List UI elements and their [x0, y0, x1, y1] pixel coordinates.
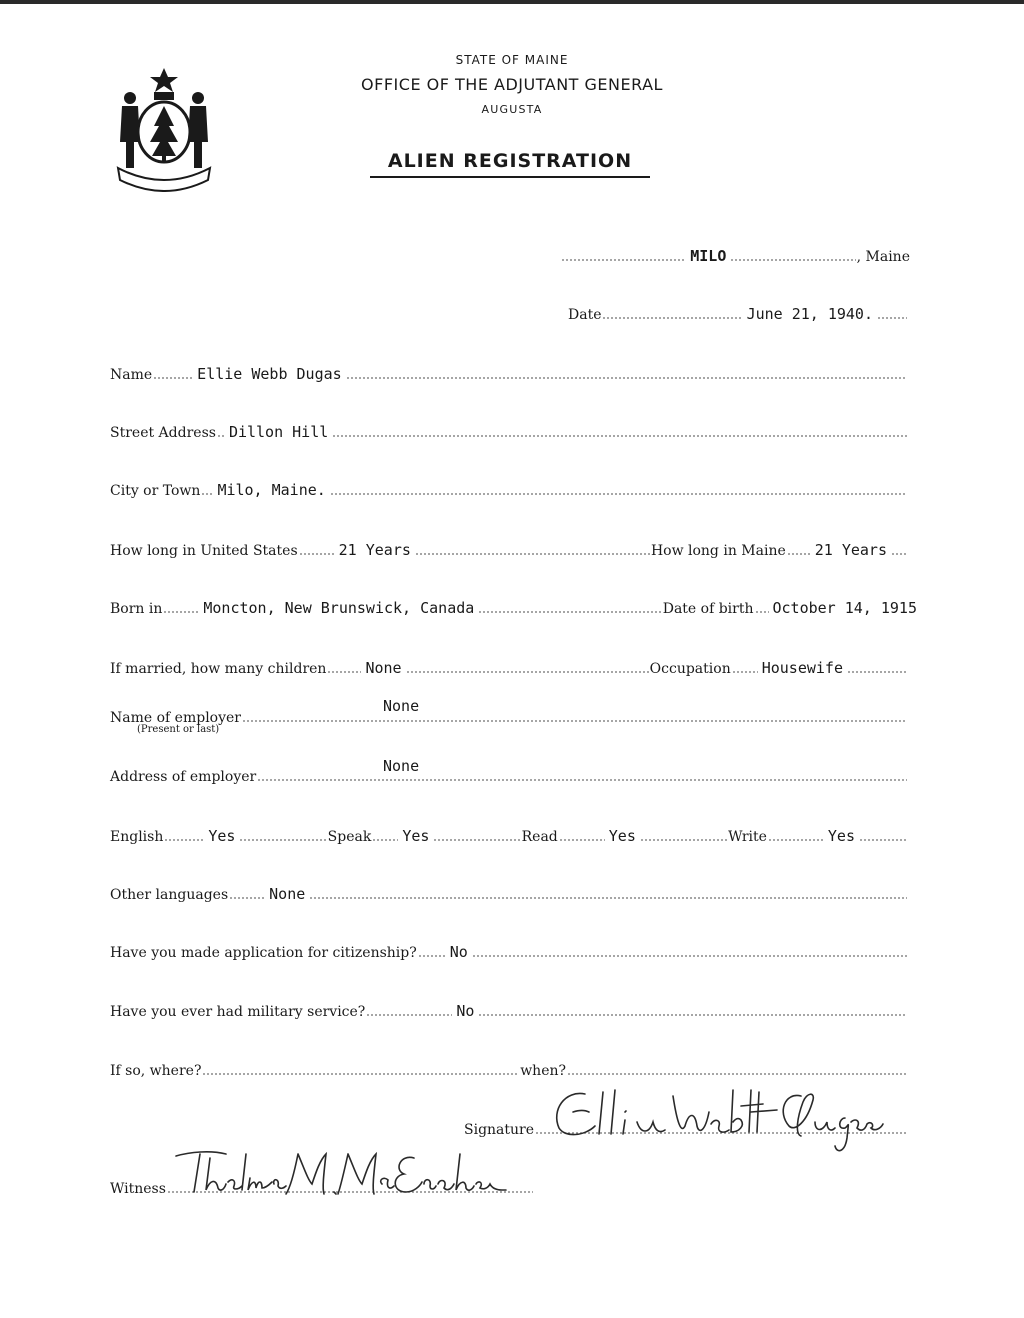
dotted-line	[229, 896, 265, 900]
name-value: Ellie Webb Dugas	[197, 365, 342, 383]
dotted-line	[768, 838, 824, 842]
street-row	[110, 419, 908, 441]
children-row	[110, 655, 908, 677]
dotted-line	[217, 434, 225, 438]
street-label: Street Address	[110, 425, 216, 441]
service-where-row	[110, 1057, 908, 1079]
english-label: English	[110, 829, 164, 845]
dob-label: Date of birth	[662, 601, 754, 617]
employer-address-label: Address of employer	[110, 769, 257, 785]
dotted-line	[418, 954, 446, 958]
military-value: No	[456, 1002, 475, 1020]
write-value: Yes	[827, 827, 855, 845]
born-value: Moncton, New Brunswick, Canada	[203, 599, 475, 617]
english-value: Yes	[208, 827, 236, 845]
read-value: Yes	[608, 827, 636, 845]
when-label: when?	[520, 1063, 566, 1079]
dotted-line	[755, 610, 769, 614]
employer-address-row	[110, 763, 908, 785]
name-row	[110, 361, 908, 383]
applicant-signature	[545, 1082, 885, 1158]
occupation-label: Occupation	[649, 661, 731, 677]
dotted-line	[332, 434, 907, 438]
dotted-line	[299, 552, 335, 556]
city-row	[110, 477, 908, 499]
english-row	[110, 823, 908, 845]
dotted-line	[567, 1072, 907, 1076]
name-label: Name	[110, 367, 153, 383]
born-label: Born in	[110, 601, 163, 617]
dotted-line	[602, 316, 742, 320]
dotted-line	[730, 258, 855, 262]
dob-value: October 14, 1915	[772, 599, 917, 617]
dotted-line	[732, 670, 758, 674]
dotted-line	[242, 719, 907, 723]
citizenship-label: Have you made application for citizenship?	[110, 945, 417, 961]
office-heading: OFFICE OF THE ADJUTANT GENERAL	[361, 75, 663, 94]
speak-value: Yes	[402, 827, 430, 845]
city-value: Milo, Maine.	[217, 481, 326, 499]
military-label: Have you ever had military service?	[110, 1004, 366, 1020]
dotted-line	[202, 1072, 519, 1076]
dotted-line	[787, 552, 811, 556]
children-label: If married, how many children	[110, 661, 327, 677]
dotted-line	[327, 670, 361, 674]
where-label: If so, where?	[110, 1063, 202, 1079]
us-residence-value: 21 Years	[338, 541, 411, 559]
state-heading: STATE OF MAINE	[455, 53, 569, 67]
city-heading: AUGUSTA	[481, 103, 543, 116]
dotted-line	[163, 610, 199, 614]
dotted-line	[153, 376, 193, 380]
date-label: Date	[568, 307, 602, 323]
other-languages-label: Other languages	[110, 887, 229, 903]
location-row	[560, 243, 910, 265]
employer-name-sublabel: (Present or last)	[137, 724, 220, 735]
dotted-line	[257, 778, 907, 782]
maine-residence-value: 21 Years	[814, 541, 887, 559]
location-value: MILO	[690, 247, 727, 265]
citizenship-value: No	[449, 943, 468, 961]
signature-label: Signature	[464, 1122, 535, 1138]
employer-name-row	[110, 704, 908, 726]
dotted-line	[433, 838, 520, 842]
military-row	[110, 998, 908, 1020]
birth-row	[110, 595, 920, 617]
read-label: Read	[521, 829, 558, 845]
dotted-line	[239, 838, 326, 842]
dotted-line	[472, 954, 907, 958]
dotted-line	[164, 838, 204, 842]
dotted-line	[330, 492, 907, 496]
children-value: None	[365, 659, 402, 677]
dotted-line	[891, 552, 907, 556]
date-value: June 21, 1940.	[746, 305, 873, 323]
dotted-line	[877, 316, 907, 320]
witness-signature	[170, 1144, 510, 1204]
dotted-line	[406, 670, 649, 674]
dotted-line	[847, 670, 907, 674]
dotted-line	[561, 258, 686, 262]
dotted-line	[559, 838, 605, 842]
city-label: City or Town	[110, 483, 201, 499]
dotted-line	[346, 376, 907, 380]
dotted-line	[415, 552, 650, 556]
dotted-line	[366, 1013, 452, 1017]
residence-row	[110, 537, 908, 559]
witness-label: Witness	[110, 1181, 166, 1197]
occupation-value: Housewife	[761, 659, 843, 677]
date-row	[568, 301, 908, 323]
dotted-line	[372, 838, 398, 842]
dotted-line	[201, 492, 213, 496]
location-suffix: , Maine	[856, 249, 910, 265]
dotted-line	[640, 838, 727, 842]
street-value: Dillon Hill	[228, 423, 329, 441]
employer-address-value: None	[383, 757, 420, 775]
us-residence-label: How long in United States	[110, 543, 298, 559]
dotted-line	[478, 610, 661, 614]
employer-name-label: Name of employer	[110, 710, 241, 726]
dotted-line	[309, 896, 907, 900]
speak-label: Speak	[327, 829, 372, 845]
write-label: Write	[728, 829, 767, 845]
other-languages-value: None	[269, 885, 306, 903]
citizenship-row	[110, 939, 908, 961]
maine-residence-label: How long in Maine	[650, 543, 786, 559]
dotted-line	[478, 1013, 907, 1017]
form-title: ALIEN REGISTRATION	[370, 150, 650, 178]
dotted-line	[859, 838, 907, 842]
other-languages-row	[110, 881, 908, 903]
employer-name-value: None	[383, 697, 420, 715]
